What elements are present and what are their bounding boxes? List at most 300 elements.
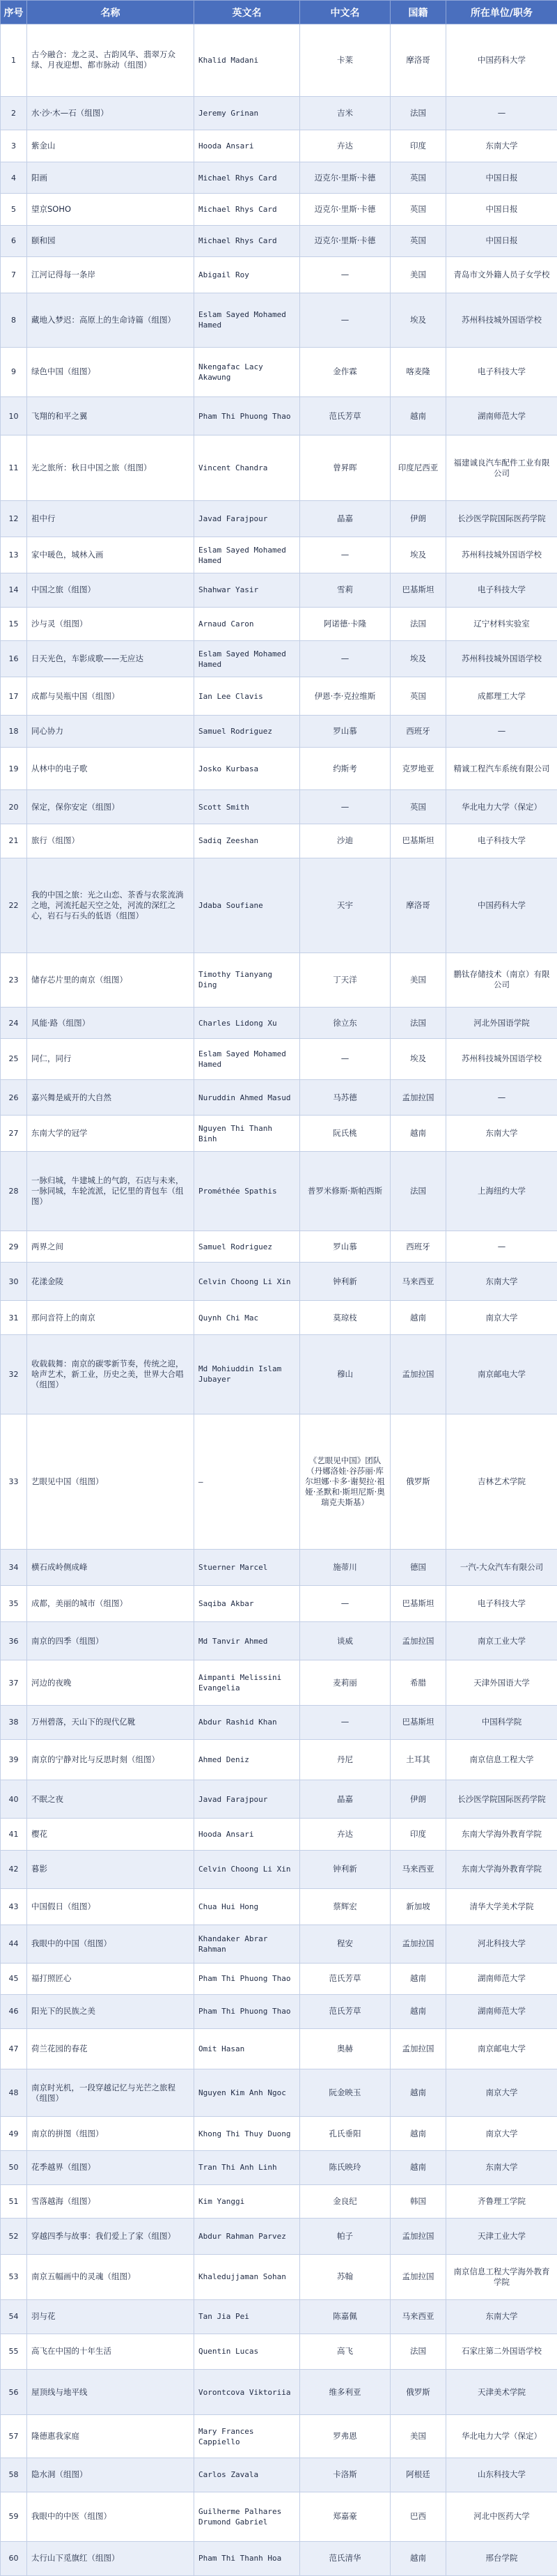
row-no: 38 <box>1 1705 27 1739</box>
row-title: 艺眼见中国（组图） <box>27 1414 194 1550</box>
row-country: 喀麦隆 <box>391 347 446 396</box>
row-no: 46 <box>1 1995 27 2029</box>
row-org: 东南大学海外教育学院 <box>446 1819 557 1850</box>
row-cn-name: 迈克尔·里斯·卡德 <box>300 225 391 256</box>
row-title: 那问音符上的南京 <box>27 1301 194 1335</box>
row-cn-name: 范氏清华 <box>300 2541 391 2575</box>
row-no: 26 <box>1 1079 27 1116</box>
row-en-name: Khong Thi Thuy Duong <box>194 2117 300 2151</box>
row-no: 36 <box>1 1621 27 1660</box>
row-no: 10 <box>1 397 27 435</box>
row-en-name: Josko Kurbasa <box>194 747 300 790</box>
row-en-name: Timothy Tianyang Ding <box>194 952 300 1007</box>
row-en-name: Pham Thi Phuong Thao <box>194 397 300 435</box>
row-title: 南京的拼图（组图） <box>27 2117 194 2151</box>
row-no: 6 <box>1 225 27 256</box>
row-title: 雪落越海（组图） <box>27 2184 194 2219</box>
row-org: 吉林艺术学院 <box>446 1414 557 1550</box>
row-cn-name: 吉米 <box>300 96 391 130</box>
row-no: 16 <box>1 641 27 677</box>
row-cn-name: 钟利新 <box>300 1263 391 1301</box>
row-title: 隐水洞（组图） <box>27 2458 194 2492</box>
row-cn-name: 卉达 <box>300 130 391 162</box>
row-en-name: — <box>194 1414 300 1550</box>
row-cn-name: 丁天洋 <box>300 952 391 1007</box>
table-row <box>1 257 557 293</box>
row-en-name: Saqiba Akbar <box>194 1586 300 1622</box>
row-en-name: Arnaud Caron <box>194 607 300 641</box>
row-cn-name: 麦莉丽 <box>300 1660 391 1706</box>
table-row <box>1 501 557 537</box>
row-title: 收载载舞：南京的碳零新节奏，传统之迎，啥声艺术，新工业，历史之美，世界大合唱（组图） <box>27 1335 194 1414</box>
table-row <box>1 225 557 256</box>
row-title: 保定，保你安定（组图） <box>27 790 194 824</box>
row-no: 54 <box>1 2299 27 2334</box>
row-country: 埃及 <box>391 537 446 573</box>
row-en-name: Javad Farajpour <box>194 1780 300 1818</box>
row-no: 33 <box>1 1414 27 1550</box>
row-cn-name: 晶嘉 <box>300 501 391 537</box>
row-cn-name: 陈氏映玲 <box>300 2150 391 2184</box>
table-row <box>1 824 557 858</box>
row-org: 长沙医学院国际医药学院 <box>446 1780 557 1818</box>
row-en-name: Md Tanvir Ahmed <box>194 1621 300 1660</box>
row-en-name: Quynh Chi Mac <box>194 1301 300 1335</box>
row-title: 水·沙·木—石（组图） <box>27 96 194 130</box>
row-title: 东南大学的冠学 <box>27 1116 194 1152</box>
row-org: — <box>446 1079 557 1116</box>
row-cn-name: — <box>300 257 391 293</box>
row-title: 花季越界（组图） <box>27 2150 194 2184</box>
table-row <box>1 1263 557 1301</box>
row-title: 屋顶线与地平线 <box>27 2370 194 2415</box>
row-en-name: Abdur Rahman Parvez <box>194 2219 300 2255</box>
row-no: 35 <box>1 1586 27 1622</box>
row-cn-name: 郑嘉豪 <box>300 2492 391 2541</box>
row-no: 5 <box>1 194 27 225</box>
table-row <box>1 1963 557 1994</box>
row-no: 8 <box>1 293 27 347</box>
row-org: 东南大学海外教育学院 <box>446 1850 557 1888</box>
row-country: 孟加拉国 <box>391 1079 446 1116</box>
row-title: 隆德惠我家庭 <box>27 2415 194 2458</box>
row-cn-name: 卡莱 <box>300 24 391 97</box>
row-cn-name: 莫琼枝 <box>300 1301 391 1335</box>
table-row <box>1 1850 557 1888</box>
row-cn-name: — <box>300 1039 391 1079</box>
row-country: 韩国 <box>391 2184 446 2219</box>
row-org: 东南大学 <box>446 2299 557 2334</box>
row-cn-name: 阿诺德·卡隆 <box>300 607 391 641</box>
row-no: 15 <box>1 607 27 641</box>
table-row <box>1 347 557 396</box>
row-title: 古今融合：龙之灵、古韵风华、翡翠万众绿、月夜迎想、都市脉动（组图） <box>27 24 194 97</box>
row-country: 英国 <box>391 194 446 225</box>
table-row <box>1 1335 557 1414</box>
row-title: 不眠之夜 <box>27 1780 194 1818</box>
row-cn-name: — <box>300 1586 391 1622</box>
row-cn-name: 徐立东 <box>300 1007 391 1038</box>
table-row <box>1 1819 557 1850</box>
row-en-name: Pham Thi Phuong Thao <box>194 1963 300 1994</box>
row-en-name: Michael Rhys Card <box>194 194 300 225</box>
header-cn-name: 中文名 <box>300 1 391 24</box>
row-country: 马来西亚 <box>391 2299 446 2334</box>
row-country: 越南 <box>391 1301 446 1335</box>
row-no: 20 <box>1 790 27 824</box>
row-en-name: Eslam Sayed Mohamed Hamed <box>194 537 300 573</box>
row-no: 23 <box>1 952 27 1007</box>
row-en-name: Nuruddin Ahmed Masud <box>194 1079 300 1116</box>
row-title: 福打照匠心 <box>27 1963 194 1994</box>
row-org: 苏州科技城外国语学校 <box>446 293 557 347</box>
row-org: 邢台学院 <box>446 2541 557 2575</box>
table-row <box>1 607 557 641</box>
table-row <box>1 1116 557 1152</box>
row-country: 希腊 <box>391 1660 446 1706</box>
row-title: 同仁，同行 <box>27 1039 194 1079</box>
row-en-name: Jeremy Grinan <box>194 96 300 130</box>
row-org: 苏州科技城外国语学校 <box>446 1039 557 1079</box>
row-en-name: Omit Hasan <box>194 2028 300 2069</box>
table-row <box>1 1995 557 2029</box>
table-row <box>1 130 557 162</box>
row-country: 伊朗 <box>391 1780 446 1818</box>
row-cn-name: 迈克尔·里斯·卡德 <box>300 162 391 193</box>
row-title: 藏地入梦迟：高原上的生命诗篇（组图） <box>27 293 194 347</box>
row-org: 石家庄第二外国语学校 <box>446 2334 557 2370</box>
row-cn-name: 卉达 <box>300 1819 391 1850</box>
row-cn-name: 谈威 <box>300 1621 391 1660</box>
row-cn-name: 金良纪 <box>300 2184 391 2219</box>
row-en-name: Quentin Lucas <box>194 2334 300 2370</box>
table-row <box>1 537 557 573</box>
row-cn-name: 奥赫 <box>300 2028 391 2069</box>
row-org: 湖南师范大学 <box>446 397 557 435</box>
row-title: 祖中行 <box>27 501 194 537</box>
row-no: 27 <box>1 1116 27 1152</box>
row-no: 7 <box>1 257 27 293</box>
table-row <box>1 2541 557 2575</box>
table-row <box>1 1925 557 1963</box>
row-cn-name: 罗山慕 <box>300 716 391 747</box>
row-cn-name: 马苏德 <box>300 1079 391 1116</box>
row-org: — <box>446 96 557 130</box>
table-row <box>1 96 557 130</box>
row-org: 东南大学 <box>446 1263 557 1301</box>
row-country: 印度 <box>391 130 446 162</box>
row-title: 荷兰花园的春花 <box>27 2028 194 2069</box>
row-org: 南京信息工程大学海外教育学院 <box>446 2255 557 2300</box>
row-cn-name: 阮氏桃 <box>300 1116 391 1152</box>
header-title: 名称 <box>27 1 194 24</box>
row-cn-name: 蔡辉宏 <box>300 1888 391 1925</box>
table-row <box>1 641 557 677</box>
row-country: 美国 <box>391 952 446 1007</box>
row-en-name: Charles Lidong Xu <box>194 1007 300 1038</box>
header-no: 序号 <box>1 1 27 24</box>
row-org: 南京大学 <box>446 2069 557 2117</box>
row-org: 东南大学 <box>446 130 557 162</box>
row-org: 青岛市文外籍人员子女学校 <box>446 257 557 293</box>
row-title: 从林中的电子歌 <box>27 747 194 790</box>
row-org: 山东科技大学 <box>446 2458 557 2492</box>
row-en-name: Hooda Ansari <box>194 1819 300 1850</box>
row-org: 河北科技大学 <box>446 1925 557 1963</box>
row-title: 我眼中的中国（组图） <box>27 1925 194 1963</box>
row-en-name: Eslam Sayed Mohamed Hamed <box>194 293 300 347</box>
table-row <box>1 790 557 824</box>
row-cn-name: 罗弗恩 <box>300 2415 391 2458</box>
row-org: 鹏钛存储技术（南京）有限公司 <box>446 952 557 1007</box>
row-country: 英国 <box>391 677 446 716</box>
row-cn-name: 陈嘉佩 <box>300 2299 391 2334</box>
row-no: 37 <box>1 1660 27 1706</box>
row-country: 埃及 <box>391 641 446 677</box>
row-title: 暮影 <box>27 1850 194 1888</box>
row-en-name: Tran Thi Anh Linh <box>194 2150 300 2184</box>
row-en-name: Nguyen Thi Thanh Binh <box>194 1116 300 1152</box>
table-row <box>1 1039 557 1079</box>
table-row <box>1 1301 557 1335</box>
row-title: 花漾金陵 <box>27 1263 194 1301</box>
row-title: 江河记得每一条岸 <box>27 257 194 293</box>
row-org: 天津工业大学 <box>446 2219 557 2255</box>
row-org: 中国药科大学 <box>446 24 557 97</box>
table-row <box>1 24 557 97</box>
row-country: 英国 <box>391 162 446 193</box>
row-no: 42 <box>1 1850 27 1888</box>
row-no: 17 <box>1 677 27 716</box>
row-country: 埃及 <box>391 293 446 347</box>
row-en-name: Nkengafac Lacy Akawung <box>194 347 300 396</box>
row-org: 南京工业大学 <box>446 1621 557 1660</box>
row-country: 孟加拉国 <box>391 1925 446 1963</box>
row-country: 巴基斯坦 <box>391 824 446 858</box>
row-country: 俄罗斯 <box>391 1414 446 1550</box>
row-title: 穿越四季与故事：我们爱上了家（组图） <box>27 2219 194 2255</box>
row-title: 望京SOHO <box>27 194 194 225</box>
row-org: — <box>446 716 557 747</box>
row-country: 英国 <box>391 225 446 256</box>
row-en-name: Celvin Choong Li Xin <box>194 1263 300 1301</box>
row-org: 福建诚良汽车配件工业有限公司 <box>446 435 557 501</box>
row-no: 55 <box>1 2334 27 2370</box>
row-title: 太行山下觅旗红（组图） <box>27 2541 194 2575</box>
row-org: 一汽-大众汽车有限公司 <box>446 1550 557 1586</box>
row-title: 一脉归城，牛建城上的气韵，石店与未来，一脉同城，车轮流派，记忆里的青包车（组图） <box>27 1152 194 1231</box>
row-en-name: Md Mohiuddin Islam Jubayer <box>194 1335 300 1414</box>
row-cn-name: — <box>300 1705 391 1739</box>
row-title: 同心协力 <box>27 716 194 747</box>
row-no: 3 <box>1 130 27 162</box>
row-title: 南京时光机，一段穿越记忆与光芒之旅程（组图） <box>27 2069 194 2117</box>
row-no: 1 <box>1 24 27 97</box>
row-en-name: Khalid Madani <box>194 24 300 97</box>
row-title: 家中暖色，城林入画 <box>27 537 194 573</box>
row-title: 两界之间 <box>27 1231 194 1262</box>
row-no: 39 <box>1 1739 27 1780</box>
row-title: 南京五幅画中的灵魂（组图） <box>27 2255 194 2300</box>
row-title: 成都与吴瓶中国（组图） <box>27 677 194 716</box>
row-country: 西班牙 <box>391 1231 446 1262</box>
row-country: 越南 <box>391 1963 446 1994</box>
row-cn-name: 范氏芳草 <box>300 1963 391 1994</box>
row-title: 阳画 <box>27 162 194 193</box>
row-no: 29 <box>1 1231 27 1262</box>
row-org: 苏州科技城外国语学校 <box>446 537 557 573</box>
row-title: 颐和园 <box>27 225 194 256</box>
row-country: 伊朗 <box>391 501 446 537</box>
table-row <box>1 2492 557 2541</box>
row-title: 成都，美丽的城市（组图） <box>27 1586 194 1622</box>
table-row <box>1 1705 557 1739</box>
row-cn-name: — <box>300 293 391 347</box>
row-en-name: Abdur Rashid Khan <box>194 1705 300 1739</box>
row-org: 精诚工程汽车系统有限公司 <box>446 747 557 790</box>
row-no: 44 <box>1 1925 27 1963</box>
row-title: 旅行（组图） <box>27 824 194 858</box>
row-org: 清华大学美术学院 <box>446 1888 557 1925</box>
row-country: 巴西 <box>391 2492 446 2541</box>
row-en-name: Vincent Chandra <box>194 435 300 501</box>
row-title: 中国之旅（组图） <box>27 573 194 608</box>
row-en-name: Khaledujjaman Sohan <box>194 2255 300 2300</box>
table-row <box>1 2458 557 2492</box>
row-org: 湖南师范大学 <box>446 1995 557 2029</box>
row-no: 11 <box>1 435 27 501</box>
row-en-name: Scott Smith <box>194 790 300 824</box>
row-country: 土耳其 <box>391 1739 446 1780</box>
row-en-name: Aimpanti Melissini Evangelia <box>194 1660 300 1706</box>
table-row <box>1 1550 557 1586</box>
row-title: 南京的宁静对比与反思时刻（组图） <box>27 1739 194 1780</box>
row-title: 绿色中国（组图） <box>27 347 194 396</box>
row-country: 孟加拉国 <box>391 1621 446 1660</box>
row-country: 俄罗斯 <box>391 2370 446 2415</box>
row-no: 31 <box>1 1301 27 1335</box>
table-row <box>1 2334 557 2370</box>
row-country: 法国 <box>391 2334 446 2370</box>
row-en-name: Vorontcova Viktoriia <box>194 2370 300 2415</box>
row-country: 摩洛哥 <box>391 858 446 952</box>
table-row <box>1 858 557 952</box>
row-no: 4 <box>1 162 27 193</box>
row-country: 西班牙 <box>391 716 446 747</box>
row-country: 美国 <box>391 2415 446 2458</box>
row-country: 越南 <box>391 1116 446 1152</box>
table-row <box>1 952 557 1007</box>
row-en-name: Chua Hui Hong <box>194 1888 300 1925</box>
row-org: 电子科技大学 <box>446 573 557 608</box>
row-en-name: Nguyen Kim Anh Ngoc <box>194 2069 300 2117</box>
header-en-name: 英文名 <box>194 1 300 24</box>
table-row <box>1 1780 557 1818</box>
row-cn-name: 《艺眼见中国》团队（丹娜洛娃·谷莎丽·库尔坦娜·卡多·谢契拉·祖娅·圣默和·斯坦尼斯·奥瑞克夫斯基） <box>300 1414 391 1550</box>
row-title: 高飞在中国的十年生活 <box>27 2334 194 2370</box>
row-no: 57 <box>1 2415 27 2458</box>
row-cn-name: 苏翰 <box>300 2255 391 2300</box>
row-cn-name: 卡洛斯 <box>300 2458 391 2492</box>
row-no: 59 <box>1 2492 27 2541</box>
row-org: 中国日报 <box>446 194 557 225</box>
row-title: 樱花 <box>27 1819 194 1850</box>
row-org: 电子科技大学 <box>446 824 557 858</box>
row-no: 24 <box>1 1007 27 1038</box>
row-org: 南京大学 <box>446 1301 557 1335</box>
row-title: 风能·路（组图） <box>27 1007 194 1038</box>
row-org: 中国科学院 <box>446 1705 557 1739</box>
table-row <box>1 1152 557 1231</box>
row-country: 越南 <box>391 2150 446 2184</box>
row-title: 日天光色，车影成歌——无应达 <box>27 641 194 677</box>
row-title: 南京的四季（组图） <box>27 1621 194 1660</box>
table-row <box>1 1007 557 1038</box>
row-en-name: Hooda Ansari <box>194 130 300 162</box>
row-org: 天津外国语大学 <box>446 1660 557 1706</box>
row-title: 光之旅所：秋日中国之旅（组图） <box>27 435 194 501</box>
row-cn-name: 沙迪 <box>300 824 391 858</box>
row-cn-name: 约斯考 <box>300 747 391 790</box>
row-org: 电子科技大学 <box>446 347 557 396</box>
row-en-name: Carlos Zavala <box>194 2458 300 2492</box>
row-en-name: Eslam Sayed Mohamed Hamed <box>194 641 300 677</box>
row-en-name: Pham Thi Phuong Thao <box>194 1995 300 2029</box>
row-en-name: Mary Frances Cappiello <box>194 2415 300 2458</box>
table-row <box>1 2028 557 2069</box>
row-cn-name: 高飞 <box>300 2334 391 2370</box>
table-row <box>1 747 557 790</box>
row-no: 48 <box>1 2069 27 2117</box>
row-org: 电子科技大学 <box>446 1586 557 1622</box>
table-row <box>1 2150 557 2184</box>
table-row <box>1 293 557 347</box>
row-no: 47 <box>1 2028 27 2069</box>
row-cn-name: 程安 <box>300 1925 391 1963</box>
table-row <box>1 2370 557 2415</box>
table-row <box>1 435 557 501</box>
row-country: 法国 <box>391 1152 446 1231</box>
row-org: 河北中医药大学 <box>446 2492 557 2541</box>
row-org: 南京大学 <box>446 2117 557 2151</box>
table-row <box>1 2299 557 2334</box>
row-en-name: Ahmed Deniz <box>194 1739 300 1780</box>
row-en-name: Tan Jia Pei <box>194 2299 300 2334</box>
table-row <box>1 2184 557 2219</box>
row-no: 49 <box>1 2117 27 2151</box>
table-row <box>1 1660 557 1706</box>
row-no: 45 <box>1 1963 27 1994</box>
row-no: 58 <box>1 2458 27 2492</box>
row-country: 马来西亚 <box>391 1850 446 1888</box>
table-row <box>1 2415 557 2458</box>
row-cn-name: 普罗米修斯·斯帕西斯 <box>300 1152 391 1231</box>
table-header-row <box>1 1 557 24</box>
row-country: 越南 <box>391 2541 446 2575</box>
row-en-name: Sadiq Zeeshan <box>194 824 300 858</box>
row-en-name: Prométhée Spathis <box>194 1152 300 1231</box>
row-no: 2 <box>1 96 27 130</box>
row-cn-name: 施蒂川 <box>300 1550 391 1586</box>
row-cn-name: 雪莉 <box>300 573 391 608</box>
row-org: 东南大学 <box>446 2150 557 2184</box>
table-row <box>1 1231 557 1262</box>
row-title: 我眼中的中医（组图） <box>27 2492 194 2541</box>
row-country: 克罗地亚 <box>391 747 446 790</box>
row-org: 辽宁材料实验室 <box>446 607 557 641</box>
row-org: 河北外国语学院 <box>446 1007 557 1038</box>
row-org: 长沙医学院国际医药学院 <box>446 501 557 537</box>
